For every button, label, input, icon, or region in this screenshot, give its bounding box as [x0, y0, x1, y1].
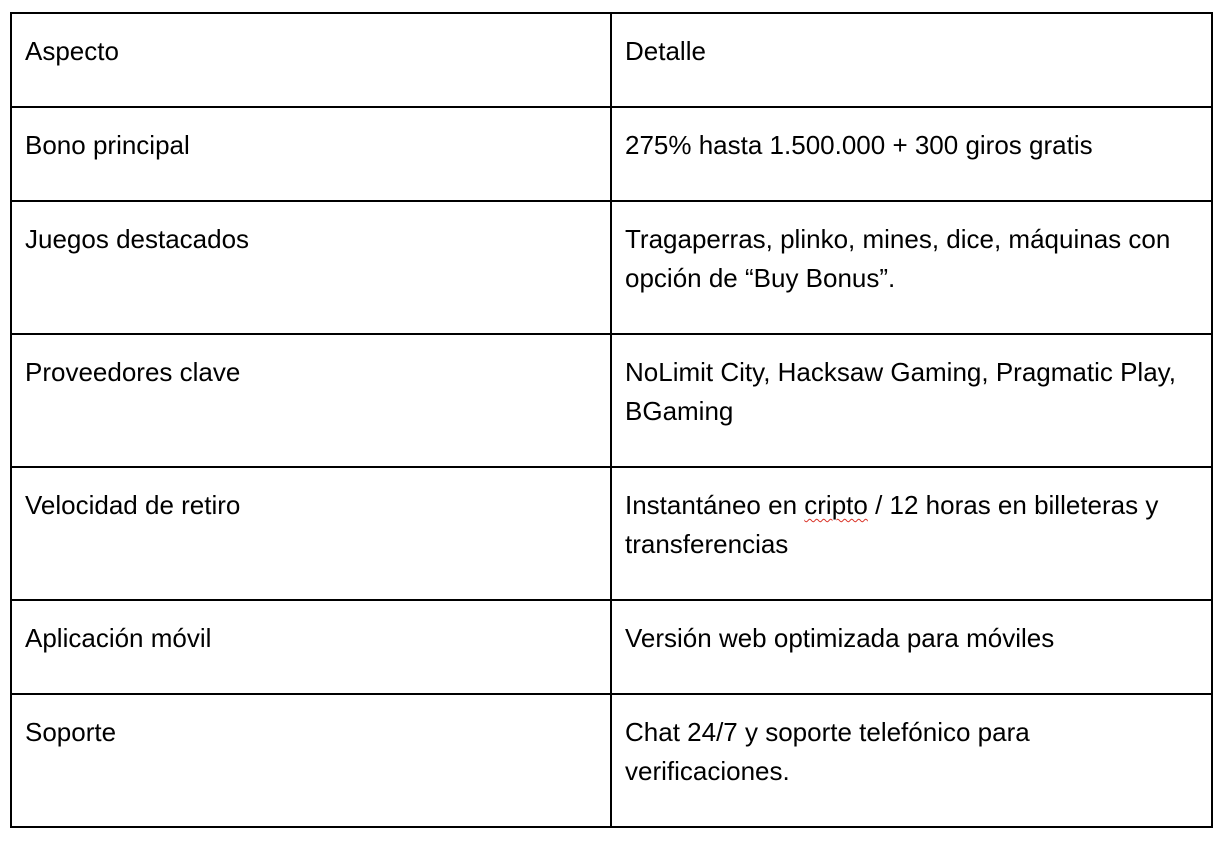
table-cell[interactable] [11, 600, 611, 694]
row-detail: NoLimit City, Hacksaw Gaming, Pragmatic Play, BGaming [625, 357, 1176, 426]
row-detail: Tragaperras, plinko, mines, dice, máquinas con opción de “Buy Bonus”. [625, 224, 1171, 293]
table-cell[interactable] [611, 600, 1212, 694]
row-aspect: Soporte [25, 717, 117, 747]
header-detail: Detalle [625, 36, 706, 66]
table-cell[interactable] [11, 334, 611, 467]
table-row [11, 467, 1212, 600]
detail-text-before: Instantáneo en [625, 490, 805, 520]
table-cell[interactable] [611, 13, 1212, 107]
row-aspect: Velocidad de retiro [25, 490, 241, 520]
row-aspect: Proveedores clave [25, 357, 241, 387]
table-cell[interactable] [611, 334, 1212, 467]
table-cell[interactable] [611, 467, 1212, 600]
row-aspect: Aplicación móvil [25, 623, 212, 653]
table-row [11, 334, 1212, 467]
table-header-row [11, 13, 1212, 107]
row-aspect: Bono principal [25, 130, 190, 160]
table-cell[interactable] [11, 467, 611, 600]
spellcheck-flagged-word[interactable]: cripto [804, 490, 868, 520]
detail-text-after: / 12 horas en billeteras y transferencias [625, 490, 1159, 559]
table-cell[interactable] [11, 694, 611, 827]
row-detail: Chat 24/7 y soporte telefónico para verificaciones. [625, 717, 1030, 786]
table-cell[interactable] [11, 201, 611, 334]
header-aspect: Aspecto [25, 36, 119, 66]
table-cell[interactable] [11, 107, 611, 201]
table-cell[interactable] [611, 694, 1212, 827]
table-cell[interactable] [611, 107, 1212, 201]
table-row [11, 694, 1212, 827]
comparison-table [10, 12, 1213, 828]
table-row [11, 107, 1212, 201]
row-detail: 275% hasta 1.500.000 + 300 giros gratis [625, 130, 1093, 160]
row-detail: Versión web optimizada para móviles [625, 623, 1055, 653]
table-cell[interactable] [11, 13, 611, 107]
row-detail [612, 468, 1211, 564]
table-row [11, 201, 1212, 334]
table-row [11, 600, 1212, 694]
row-aspect: Juegos destacados [25, 224, 250, 254]
table-cell[interactable] [611, 201, 1212, 334]
